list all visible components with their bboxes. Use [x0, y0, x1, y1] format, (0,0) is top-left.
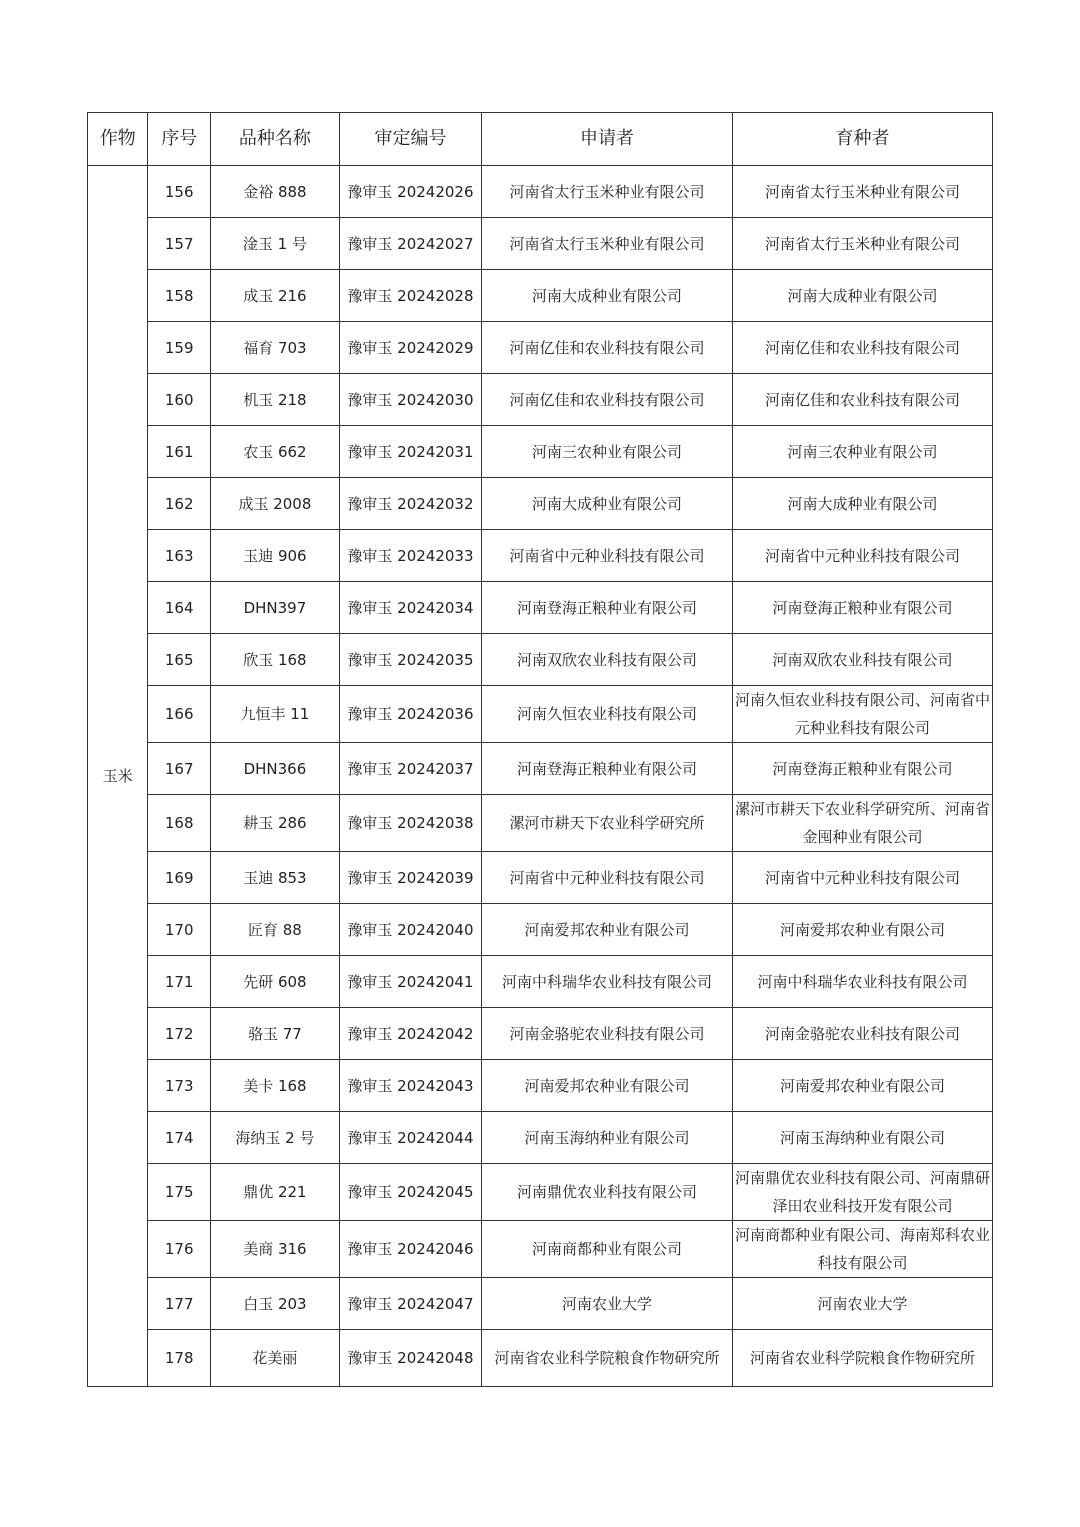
variety-name-cell: 机玉 218	[210, 374, 339, 426]
row-number-cell: 176	[148, 1221, 210, 1278]
variety-name-cell: 白玉 203	[210, 1278, 339, 1330]
row-number-cell: 172	[148, 1008, 210, 1060]
table-row	[88, 634, 993, 686]
applicant-cell: 河南鼎优农业科技有限公司	[482, 1164, 733, 1221]
breeder-cell: 河南登海正粮种业有限公司	[732, 582, 992, 634]
approval-code-cell: 豫审玉 20242034	[339, 582, 481, 634]
variety-name-cell: 九恒丰 11	[210, 686, 339, 743]
breeder-cell: 河南省中元种业科技有限公司	[732, 530, 992, 582]
approval-code-cell: 豫审玉 20242032	[339, 478, 481, 530]
row-number-cell: 165	[148, 634, 210, 686]
breeder-cell: 河南农业大学	[732, 1278, 992, 1330]
variety-name-cell: 美商 316	[210, 1221, 339, 1278]
variety-name-cell: 鼎优 221	[210, 1164, 339, 1221]
approval-code-cell: 豫审玉 20242045	[339, 1164, 481, 1221]
variety-name-cell: 欣玉 168	[210, 634, 339, 686]
applicant-cell: 河南登海正粮种业有限公司	[482, 582, 733, 634]
table-row	[88, 904, 993, 956]
breeder-cell: 河南金骆驼农业科技有限公司	[732, 1008, 992, 1060]
breeder-cell: 河南双欣农业科技有限公司	[732, 634, 992, 686]
applicant-cell: 河南省太行玉米种业有限公司	[482, 218, 733, 270]
approval-code-cell: 豫审玉 20242027	[339, 218, 481, 270]
row-number-cell: 178	[148, 1330, 210, 1387]
applicant-cell: 河南中科瑞华农业科技有限公司	[482, 956, 733, 1008]
row-number-cell: 174	[148, 1112, 210, 1164]
approval-code-cell: 豫审玉 20242033	[339, 530, 481, 582]
approval-code-cell: 豫审玉 20242042	[339, 1008, 481, 1060]
applicant-cell: 河南亿佳和农业科技有限公司	[482, 322, 733, 374]
row-number-cell: 166	[148, 686, 210, 743]
variety-name-cell: 美卡 168	[210, 1060, 339, 1112]
row-number-cell: 175	[148, 1164, 210, 1221]
variety-name-cell: 骆玉 77	[210, 1008, 339, 1060]
approval-code-cell: 豫审玉 20242036	[339, 686, 481, 743]
breeder-cell: 河南省中元种业科技有限公司	[732, 852, 992, 904]
approval-code-cell: 豫审玉 20242028	[339, 270, 481, 322]
table-row	[88, 166, 993, 218]
header-breeder: 育种者	[732, 113, 992, 166]
header-crop: 作物	[88, 113, 148, 166]
variety-name-cell: 成玉 216	[210, 270, 339, 322]
variety-name-cell: 农玉 662	[210, 426, 339, 478]
applicant-cell: 河南双欣农业科技有限公司	[482, 634, 733, 686]
breeder-cell: 河南爱邦农种业有限公司	[732, 1060, 992, 1112]
row-number-cell: 167	[148, 743, 210, 795]
variety-name-cell: 玉迪 853	[210, 852, 339, 904]
variety-name-cell: 金裕 888	[210, 166, 339, 218]
applicant-cell: 河南金骆驼农业科技有限公司	[482, 1008, 733, 1060]
table-header-row	[88, 113, 993, 166]
applicant-cell: 河南爱邦农种业有限公司	[482, 904, 733, 956]
approval-code-cell: 豫审玉 20242029	[339, 322, 481, 374]
table-row	[88, 478, 993, 530]
row-number-cell: 159	[148, 322, 210, 374]
row-number-cell: 158	[148, 270, 210, 322]
table-row	[88, 1060, 993, 1112]
applicant-cell: 河南三农种业有限公司	[482, 426, 733, 478]
approval-code-cell: 豫审玉 20242035	[339, 634, 481, 686]
table-row	[88, 852, 993, 904]
table-row	[88, 795, 993, 852]
applicant-cell: 河南大成种业有限公司	[482, 270, 733, 322]
table-row	[88, 530, 993, 582]
table-row	[88, 1164, 993, 1221]
breeder-cell: 河南玉海纳种业有限公司	[732, 1112, 992, 1164]
header-variety-name: 品种名称	[210, 113, 339, 166]
variety-name-cell: 成玉 2008	[210, 478, 339, 530]
breeder-cell: 河南商都种业有限公司、海南郑科农业科技有限公司	[732, 1221, 992, 1278]
breeder-cell: 河南省农业科学院粮食作物研究所	[732, 1330, 992, 1387]
approval-code-cell: 豫审玉 20242046	[339, 1221, 481, 1278]
header-applicant: 申请者	[482, 113, 733, 166]
variety-name-cell: DHN397	[210, 582, 339, 634]
applicant-cell: 河南省中元种业科技有限公司	[482, 530, 733, 582]
applicant-cell: 河南久恒农业科技有限公司	[482, 686, 733, 743]
row-number-cell: 157	[148, 218, 210, 270]
table-row	[88, 1112, 993, 1164]
row-number-cell: 173	[148, 1060, 210, 1112]
breeder-cell: 河南登海正粮种业有限公司	[732, 743, 992, 795]
row-number-cell: 170	[148, 904, 210, 956]
approval-code-cell: 豫审玉 20242048	[339, 1330, 481, 1387]
table-row	[88, 743, 993, 795]
breeder-cell: 河南亿佳和农业科技有限公司	[732, 374, 992, 426]
applicant-cell: 河南爱邦农种业有限公司	[482, 1060, 733, 1112]
variety-name-cell: 耕玉 286	[210, 795, 339, 852]
table-row	[88, 270, 993, 322]
approval-code-cell: 豫审玉 20242039	[339, 852, 481, 904]
table-row	[88, 374, 993, 426]
breeder-cell: 河南久恒农业科技有限公司、河南省中元种业科技有限公司	[732, 686, 992, 743]
applicant-cell: 河南省中元种业科技有限公司	[482, 852, 733, 904]
applicant-cell: 河南省太行玉米种业有限公司	[482, 166, 733, 218]
applicant-cell: 漯河市耕天下农业科学研究所	[482, 795, 733, 852]
row-number-cell: 164	[148, 582, 210, 634]
approval-code-cell: 豫审玉 20242047	[339, 1278, 481, 1330]
variety-name-cell: 玉迪 906	[210, 530, 339, 582]
row-number-cell: 168	[148, 795, 210, 852]
variety-approval-table	[87, 112, 993, 1387]
row-number-cell: 171	[148, 956, 210, 1008]
variety-name-cell: 匠育 88	[210, 904, 339, 956]
applicant-cell: 河南省农业科学院粮食作物研究所	[482, 1330, 733, 1387]
variety-name-cell: 淦玉 1 号	[210, 218, 339, 270]
row-number-cell: 177	[148, 1278, 210, 1330]
table-row	[88, 218, 993, 270]
row-number-cell: 156	[148, 166, 210, 218]
variety-name-cell: DHN366	[210, 743, 339, 795]
header-number: 序号	[148, 113, 210, 166]
approval-code-cell: 豫审玉 20242043	[339, 1060, 481, 1112]
approval-code-cell: 豫审玉 20242026	[339, 166, 481, 218]
table-row	[88, 1330, 993, 1387]
table-row	[88, 322, 993, 374]
breeder-cell: 河南亿佳和农业科技有限公司	[732, 322, 992, 374]
applicant-cell: 河南农业大学	[482, 1278, 733, 1330]
breeder-cell: 河南大成种业有限公司	[732, 478, 992, 530]
applicant-cell: 河南亿佳和农业科技有限公司	[482, 374, 733, 426]
row-number-cell: 163	[148, 530, 210, 582]
variety-name-cell: 福育 703	[210, 322, 339, 374]
row-number-cell: 161	[148, 426, 210, 478]
applicant-cell: 河南商都种业有限公司	[482, 1221, 733, 1278]
row-number-cell: 162	[148, 478, 210, 530]
header-approval-code: 审定编号	[339, 113, 481, 166]
breeder-cell: 河南省太行玉米种业有限公司	[732, 218, 992, 270]
applicant-cell: 河南玉海纳种业有限公司	[482, 1112, 733, 1164]
approval-code-cell: 豫审玉 20242040	[339, 904, 481, 956]
row-number-cell: 169	[148, 852, 210, 904]
approval-code-cell: 豫审玉 20242030	[339, 374, 481, 426]
variety-name-cell: 花美丽	[210, 1330, 339, 1387]
table-row	[88, 1278, 993, 1330]
table-row	[88, 582, 993, 634]
row-number-cell: 160	[148, 374, 210, 426]
approval-code-cell: 豫审玉 20242041	[339, 956, 481, 1008]
approval-code-cell: 豫审玉 20242037	[339, 743, 481, 795]
breeder-cell: 河南大成种业有限公司	[732, 270, 992, 322]
variety-name-cell: 海纳玉 2 号	[210, 1112, 339, 1164]
variety-name-cell: 先研 608	[210, 956, 339, 1008]
breeder-cell: 漯河市耕天下农业科学研究所、河南省金囤种业有限公司	[732, 795, 992, 852]
applicant-cell: 河南大成种业有限公司	[482, 478, 733, 530]
breeder-cell: 河南省太行玉米种业有限公司	[732, 166, 992, 218]
breeder-cell: 河南三农种业有限公司	[732, 426, 992, 478]
crop-cell: 玉米	[88, 166, 148, 1387]
table-row	[88, 956, 993, 1008]
table-row	[88, 426, 993, 478]
table-row	[88, 1221, 993, 1278]
breeder-cell: 河南鼎优农业科技有限公司、河南鼎研泽田农业科技开发有限公司	[732, 1164, 992, 1221]
table-row	[88, 1008, 993, 1060]
approval-code-cell: 豫审玉 20242031	[339, 426, 481, 478]
breeder-cell: 河南中科瑞华农业科技有限公司	[732, 956, 992, 1008]
approval-code-cell: 豫审玉 20242044	[339, 1112, 481, 1164]
applicant-cell: 河南登海正粮种业有限公司	[482, 743, 733, 795]
breeder-cell: 河南爱邦农种业有限公司	[732, 904, 992, 956]
table-row	[88, 686, 993, 743]
approval-code-cell: 豫审玉 20242038	[339, 795, 481, 852]
